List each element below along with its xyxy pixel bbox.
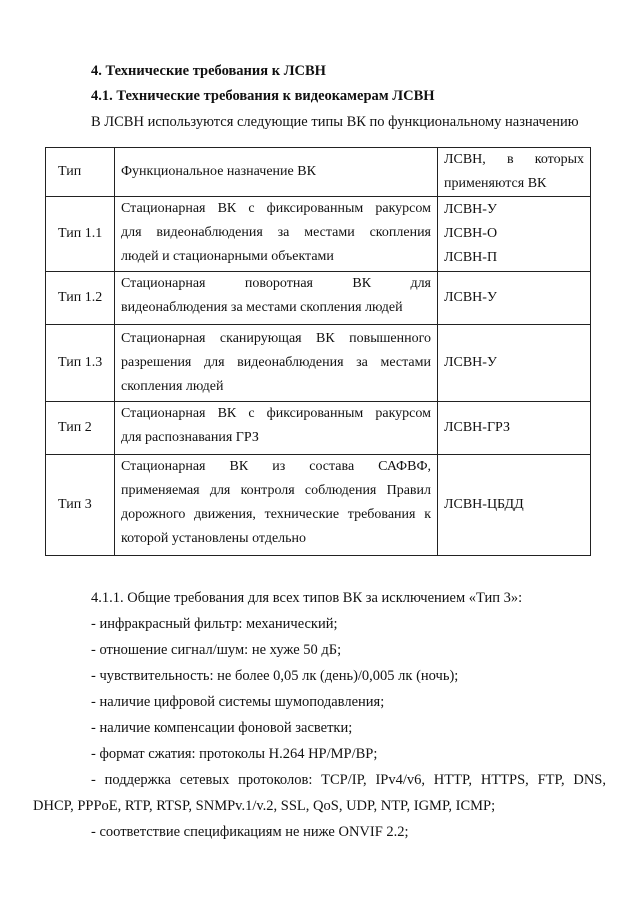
row-type: Тип 3 — [45, 455, 115, 555]
purpose-line: для распознавания ГРЗ — [121, 430, 259, 445]
header-applied-line: применяются ВК — [444, 176, 547, 191]
header-applied — [438, 148, 591, 196]
subsection-heading: 4.1. Технические требования к видеокамерам ЛСВН — [91, 88, 435, 104]
general-requirements-title: 4.1.1. Общие требования для всех типов ВК за исключением «Тип 3»: — [91, 590, 523, 606]
requirement-item: - соответствие спецификациям не ниже ONVIF 2.2; — [91, 824, 409, 840]
row-purpose — [115, 402, 438, 454]
purpose-line: которой установлены отдельно — [121, 531, 307, 546]
row-purpose — [115, 455, 438, 555]
requirement-item: - формат сжатия: протоколы H.264 HP/MP/BP; — [91, 746, 378, 762]
applied-item: ЛСВН-П — [444, 250, 498, 265]
requirement-item: - отношение сигнал/шум: не хуже 50 дБ; — [91, 642, 342, 658]
table-row — [45, 325, 591, 402]
purpose-line: Стационарная поворотная ВК для — [121, 276, 431, 291]
requirement-item: - чувствительность: не более 0,05 лк (день)/0,005 лк (ночь); — [91, 668, 459, 684]
purpose-line: Стационарная ВК из состава САФВФ, — [121, 459, 431, 474]
purpose-line: видеонаблюдения за местами скопления людей — [121, 300, 403, 315]
section-heading: 4. Технические требования к ЛСВН — [91, 63, 326, 79]
applied-item: ЛСВН-ГРЗ — [444, 420, 511, 435]
purpose-line: Стационарная сканирующая ВК повышенного — [121, 331, 431, 346]
camera-types-table — [45, 147, 591, 556]
applied-item: ЛСВН-О — [444, 226, 498, 241]
intro-text: В ЛСВН используются следующие типы ВК по функциональному назначению — [91, 114, 579, 130]
row-applied — [438, 325, 591, 401]
header-purpose: Функциональное назначение ВК — [115, 148, 438, 196]
requirement-item-continuation: DHCP, PPPoE, RTP, RTSP, SNMPv.1/v.2, SSL, QoS, UDP, NTP, IGMP, ICMP; — [33, 798, 496, 814]
row-purpose — [115, 197, 438, 271]
applied-item: ЛСВН-У — [444, 355, 497, 370]
purpose-line: дорожного движения, технические требования к — [121, 507, 431, 522]
row-type: Тип 2 — [45, 402, 115, 454]
header-type: Тип — [45, 148, 115, 196]
purpose-line: скопления людей — [121, 379, 224, 394]
table-row — [45, 197, 591, 272]
row-type: Тип 1.1 — [45, 197, 115, 271]
purpose-line: применяемая для контроля соблюдения Правил — [121, 483, 431, 498]
row-type: Тип 1.3 — [45, 325, 115, 401]
table-row — [45, 402, 591, 455]
purpose-line: разрешения для видеонаблюдения за местами — [121, 355, 431, 370]
purpose-line: Стационарная ВК с фиксированным ракурсом — [121, 406, 431, 421]
requirement-item: - инфракрасный фильтр: механический; — [91, 616, 338, 632]
applied-item: ЛСВН-У — [444, 202, 497, 217]
applied-item: ЛСВН-ЦБДД — [444, 497, 524, 512]
applied-item: ЛСВН-У — [444, 290, 497, 305]
purpose-line: для видеонаблюдения за местами скопления — [121, 225, 431, 240]
table-header-row — [45, 148, 591, 197]
row-purpose — [115, 272, 438, 324]
requirement-item: - наличие цифровой системы шумоподавления; — [91, 694, 385, 710]
row-purpose — [115, 325, 438, 401]
purpose-line: Стационарная ВК с фиксированным ракурсом — [121, 201, 431, 216]
table-row — [45, 272, 591, 325]
row-applied — [438, 197, 591, 271]
row-type: Тип 1.2 — [45, 272, 115, 324]
table-row — [45, 455, 591, 556]
row-applied — [438, 402, 591, 454]
purpose-line: людей и стационарными объектами — [121, 249, 334, 264]
requirement-item: - наличие компенсации фоновой засветки; — [91, 720, 353, 736]
header-applied-line: ЛСВН, в которых — [444, 152, 584, 167]
row-applied — [438, 455, 591, 555]
requirement-item: - поддержка сетевых протоколов: TCP/IP, IPv4/v6, HTTP, HTTPS, FTP, DNS, — [91, 772, 606, 788]
row-applied — [438, 272, 591, 324]
